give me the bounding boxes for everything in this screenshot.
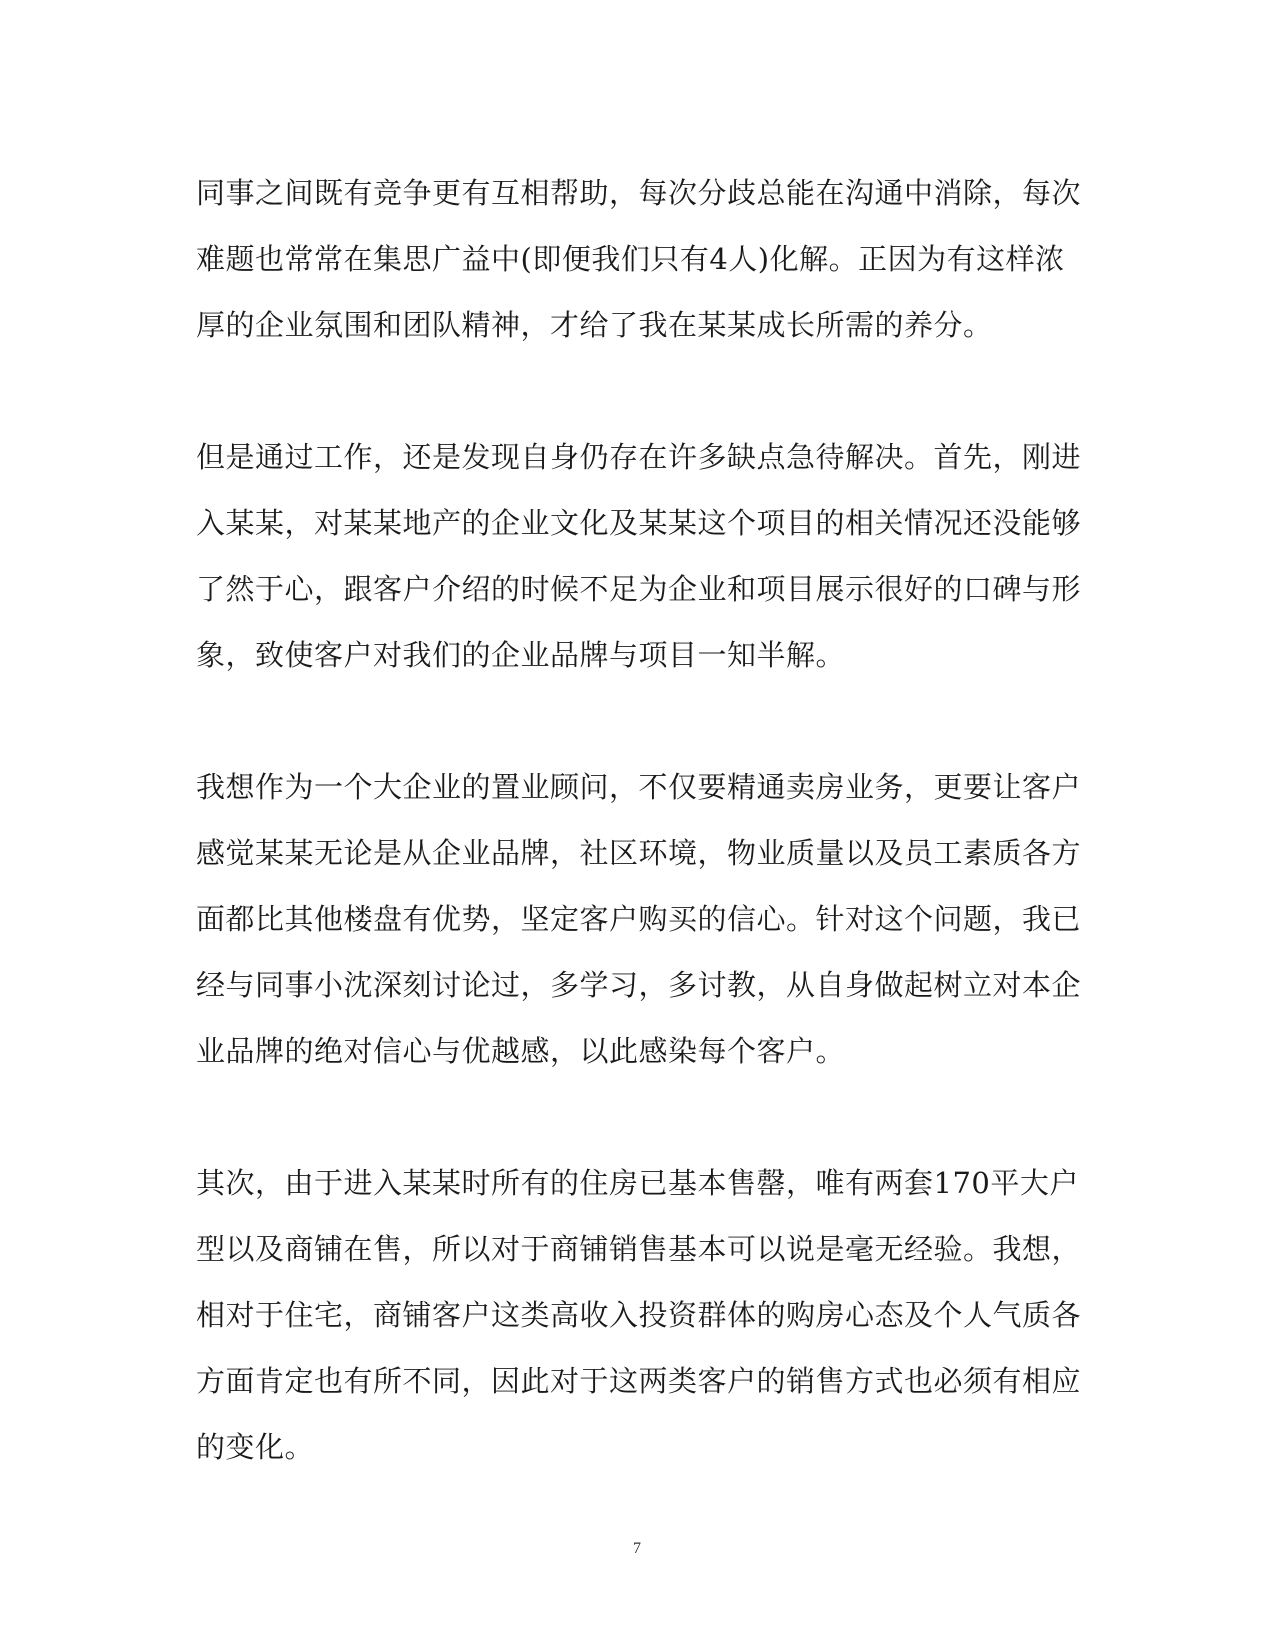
text-line: 但是通过工作，还是发现自身仍存在许多缺点急待解决。首先，刚进 [196,440,1082,474]
text-line: 同事之间既有竞争更有互相帮助，每次分歧总能在沟通中消除，每次 [196,176,1082,210]
text-line: 难题也常常在集思广益中(即便我们只有4人)化解。正因为有这样浓 [196,242,1065,276]
text-line: 感觉某某无论是从企业品牌，社区环境，物业质量以及员工素质各方 [196,836,1082,870]
paragraph-4 [196,1150,1082,1480]
text-line: 方面肯定也有所不同，因此对于这两类客户的销售方式也必须有相应 [196,1364,1082,1398]
page-number: 7 [633,1540,641,1557]
text-line: 经与同事小沈深刻讨论过，多学习，多讨教，从自身做起树立对本企 [196,968,1082,1002]
paragraph-1 [196,160,1082,358]
text-line: 其次，由于进入某某时所有的住房已基本售罄，唯有两套170平大户 [196,1166,1079,1200]
text-line: 入某某，对某某地产的企业文化及某某这个项目的相关情况还没能够 [196,506,1082,540]
text-line: 象，致使客户对我们的企业品牌与项目一知半解。 [196,638,846,672]
text-line: 型以及商铺在售，所以对于商铺销售基本可以说是毫无经验。我想， [196,1232,1082,1266]
paragraph-3 [196,754,1082,1084]
text-line: 面都比其他楼盘有优势，坚定客户购买的信心。针对这个问题，我已 [196,902,1082,936]
text-line: 了然于心，跟客户介绍的时候不足为企业和项目展示很好的口碑与形 [196,572,1082,606]
text-line: 我想作为一个大企业的置业顾问，不仅要精通卖房业务，更要让客户 [196,770,1082,804]
text-line: 厚的企业氛围和团队精神，才给了我在某某成长所需的养分。 [196,308,993,342]
paragraph-2 [196,424,1082,688]
text-line: 业品牌的绝对信心与优越感，以此感染每个客户。 [196,1034,846,1068]
text-line: 相对于住宅，商铺客户这类高收入投资群体的购房心态及个人气质各 [196,1298,1082,1332]
document-body [196,160,1082,1546]
text-line: 的变化。 [196,1430,315,1464]
